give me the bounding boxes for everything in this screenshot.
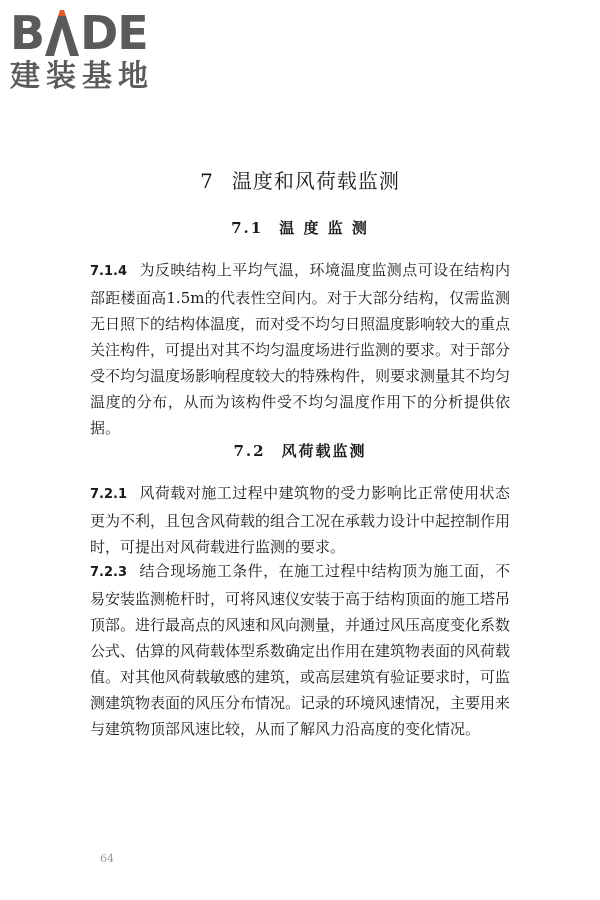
logo-a-icon <box>45 10 79 56</box>
section-title: 温 度 监 测 <box>279 219 369 237</box>
clause-7-2-3 <box>90 558 510 742</box>
section-title: 风荷载监测 <box>281 442 367 460</box>
clause-7-2-1 <box>90 480 510 560</box>
clause-7-1-4 <box>90 257 510 441</box>
logo-letter-d: D <box>80 6 118 60</box>
section-heading-7-1 <box>0 217 600 238</box>
logo-letter-e: E <box>117 6 148 60</box>
section-number: 7.2 <box>233 442 266 460</box>
clause-number: 7.1.4 <box>90 264 128 279</box>
page-number: 64 <box>100 852 114 865</box>
chapter-number: 7 <box>200 169 214 193</box>
logo-letter-a <box>45 10 79 56</box>
logo-wordmark <box>10 6 180 60</box>
logo-chinese-text: 建装基地 <box>10 59 154 94</box>
bade-logo <box>10 6 180 94</box>
chapter-heading <box>0 165 600 194</box>
clause-text: 风荷载对施工过程中建筑物的受力影响比正常使用状态更为不利，且包含风荷载的组合工况在承载力设计中起控制作用时，可提出对风荷载进行监测的要求。 <box>90 484 511 556</box>
section-heading-7-2 <box>0 440 600 461</box>
clause-text: 结合现场施工条件，在施工过程中结构顶为施工面，不易安装监测桅杆时，可将风速仪安装于高于结构顶面的施工塔吊顶部。进行最高点的风速和风向测量，并通过风压高度变化系数公式、估算的风荷载体型系数确定出作用在建筑物表面的风荷载值。对其他风荷载敏感的建筑，或高层建筑有验证要求时，可监测建筑物表面的风压分布情况。记录的环境风速情况，主要用来与建筑物顶部风速比较，从而了解风力沿高度的变化情况。 <box>90 562 511 738</box>
clause-number: 7.2.1 <box>90 487 128 502</box>
clause-text: 为反映结构上平均气温，环境温度监测点可设在结构内部距楼面高1.5m的代表性空间内。对于大部分结构，仅需监测无日照下的结构体温度，而对受不均匀日照温度影响较大的重点关注构件，可提出对其不均匀温度场进行监测的要求。对于部分受不均匀温度场影响程度较大的特殊构件，则要求测量其不均匀温度的分布，从而为该构件受不均匀温度作用下的分析提供依据。 <box>90 261 511 437</box>
clause-number: 7.2.3 <box>90 565 128 580</box>
section-number: 7.1 <box>231 219 264 237</box>
chapter-title: 温度和风荷载监测 <box>231 169 400 193</box>
logo-letter-b: B <box>10 6 45 60</box>
